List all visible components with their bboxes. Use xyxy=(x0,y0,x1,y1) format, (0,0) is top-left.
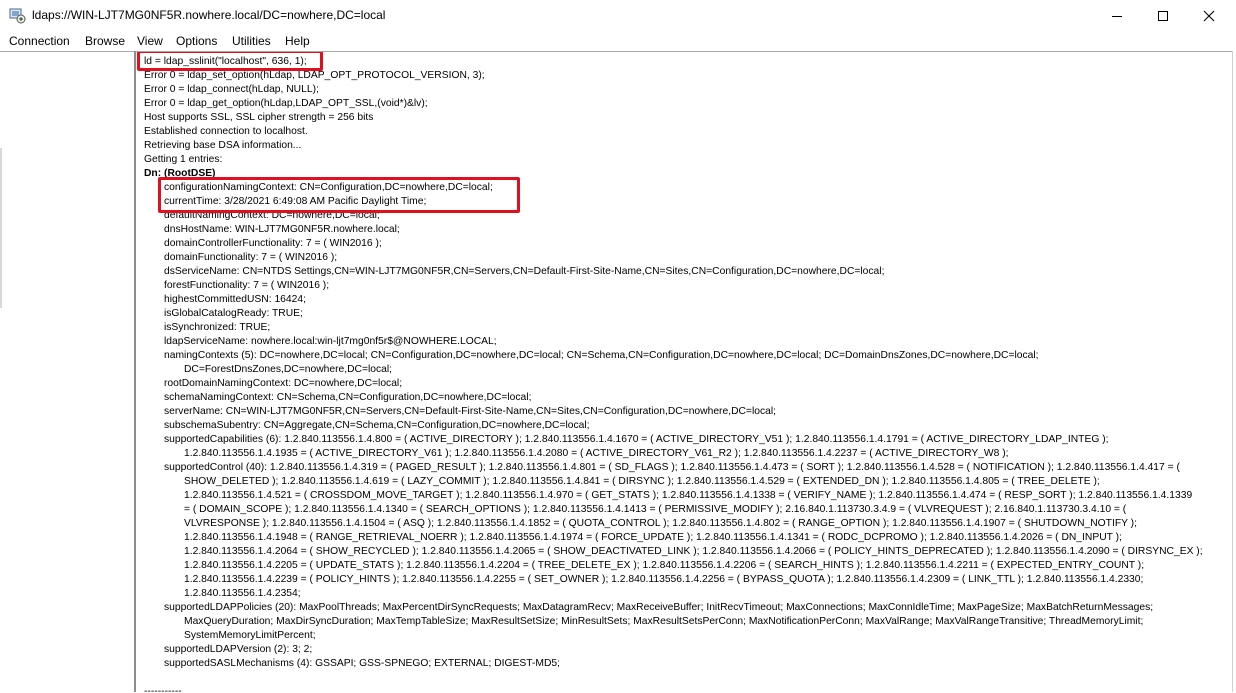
minimize-button[interactable] xyxy=(1094,0,1140,31)
output-line: Getting 1 entries: xyxy=(144,154,223,165)
output-line: Error 0 = ldap_connect(hLdap, NULL); xyxy=(144,84,319,95)
output-line: Error 0 = ldap_set_option(hLdap, LDAP_OPT_PROTOCOL_VERSION, 3); xyxy=(144,70,485,81)
title-bar xyxy=(0,0,1236,31)
output-line: Error 0 = ldap_get_option(hLdap,LDAP_OPT_SSL,(void*)&lv); xyxy=(144,98,428,109)
output-line: serverName: CN=WIN-LJT7MG0NF5R,CN=Servers,CN=Default-First-Site-Name,CN=Sites,CN=Configuration,DC=nowhere,DC=local; xyxy=(164,406,776,417)
close-icon xyxy=(1203,10,1215,22)
output-separator: ----------- xyxy=(144,686,182,693)
output-line: supportedCapabilities (6): 1.2.840.113556.1.4.800 = ( ACTIVE_DIRECTORY ); 1.2.840.113556.1.4.1670 = ( ACTIVE_DIRECTORY_V51 ); 1.2.840.113556.1.4.1791 = ( ACTIVE_DIRECTORY_LDAP_INTEG ); xyxy=(164,434,1109,445)
menu-view[interactable]: View xyxy=(137,34,163,48)
output-line: = ( DOMAIN_SCOPE ); 1.2.840.113556.1.4.1340 = ( SEARCH_OPTIONS ); 1.2.840.113556.1.4.1413 = ( PERMISSIVE_MODIFY ); 2.16.840.1.113730.3.4.9 = ( VLVREQUEST ); 2.16.840.1.113730.3.4.10 = ( xyxy=(184,504,1127,515)
maximize-icon xyxy=(1157,10,1169,22)
output-line: Retrieving base DSA information... xyxy=(144,140,302,151)
output-line: 1.2.840.113556.1.4.2064 = ( SHOW_RECYCLED ); 1.2.840.113556.1.4.2065 = ( SHOW_DEACTIVATED_LINK ); 1.2.840.113556.1.4.2066 = ( POLICY_HINTS_DEPRECATED ); 1.2.840.113556.1.4.2090 = ( DIRSYNC_EX ); xyxy=(184,546,1203,557)
output-line: supportedLDAPPolicies (20): MaxPoolThreads; MaxPercentDirSyncRequests; MaxDatagramRecv; MaxReceiveBuffer; InitRecvTimeout; MaxConnections; MaxConnIdleTime; MaxPageSize; MaxBatchReturnMessages; xyxy=(164,602,1154,613)
output-line: 1.2.840.113556.1.4.2354; xyxy=(184,588,301,599)
output-line: 1.2.840.113556.1.4.1935 = ( ACTIVE_DIRECTORY_V61 ); 1.2.840.113556.1.4.2080 = ( ACTIVE_DIRECTORY_V61_R2 ); 1.2.840.113556.1.4.2237 = ( ACTIVE_DIRECTORY_W8 ); xyxy=(184,448,1009,459)
output-line: isSynchronized: TRUE; xyxy=(164,322,271,333)
output-line: DC=ForestDnsZones,DC=nowhere,DC=local; xyxy=(184,364,393,375)
ldp-app-icon xyxy=(9,7,26,24)
output-line: forestFunctionality: 7 = ( WIN2016 ); xyxy=(164,280,330,291)
output-line: highestCommittedUSN: 16424; xyxy=(164,294,306,305)
output-line: namingContexts (5): DC=nowhere,DC=local; CN=Configuration,DC=nowhere,DC=local; CN=Schema,CN=Configuration,DC=nowhere,DC=local; DC=DomainDnsZones,DC=nowhere,DC=local; xyxy=(164,350,1039,361)
output-line: 1.2.840.113556.1.4.2205 = ( UPDATE_STATS ); 1.2.840.113556.1.4.2204 = ( TREE_DELETE_EX ); 1.2.840.113556.1.4.2206 = ( SEARCH_HINTS ); 1.2.840.113556.1.4.2211 = ( EXPECTED_ENTRY_COUNT ); xyxy=(184,560,1145,571)
output-line: domainControllerFunctionality: 7 = ( WIN2016 ); xyxy=(164,238,382,249)
highlight-box-sslinit xyxy=(137,51,323,71)
output-line: 1.2.840.113556.1.4.1948 = ( RANGE_RETRIEVAL_NOERR ); 1.2.840.113556.1.4.1974 = ( FORCE_UPDATE ); 1.2.840.113556.1.4.1341 = ( RODC_DCPROMO ); 1.2.840.113556.1.4.2026 = ( DN_INPUT ); xyxy=(184,532,1122,543)
menu-connection[interactable]: Connection xyxy=(9,34,70,48)
output-line: supportedLDAPVersion (2): 3; 2; xyxy=(164,644,313,655)
output-line: subschemaSubentry: CN=Aggregate,CN=Schema,CN=Configuration,DC=nowhere,DC=local; xyxy=(164,420,590,431)
output-line: rootDomainNamingContext: DC=nowhere,DC=local; xyxy=(164,378,403,389)
output-line: SystemMemoryLimitPercent; xyxy=(184,630,316,641)
menu-browse[interactable]: Browse xyxy=(85,34,126,48)
window-title: ldaps://WIN-LJT7MG0NF5R.nowhere.local/DC=nowhere,DC=local xyxy=(32,8,386,22)
output-line: supportedControl (40): 1.2.840.113556.1.4.319 = ( PAGED_RESULT ); 1.2.840.113556.1.4.801 = ( SD_FLAGS ); 1.2.840.113556.1.4.473 = ( SORT ); 1.2.840.113556.1.4.528 = ( NOTIFICATION ); 1.2.840.113556.1.4.417 = ( xyxy=(164,462,1180,473)
output-line: ld = ldap_sslinit("localhost", 636, 1); xyxy=(144,56,307,67)
output-line: isGlobalCatalogReady: TRUE; xyxy=(164,308,303,319)
output-line-dn: Dn: (RootDSE) xyxy=(144,168,216,179)
menu-bar xyxy=(0,31,1236,51)
minimize-icon xyxy=(1111,10,1123,22)
output-line: ldapServiceName: nowhere.local:win-ljt7mg0nf5r$@NOWHERE.LOCAL; xyxy=(164,336,497,347)
right-edge xyxy=(1232,51,1236,692)
output-line: SHOW_DELETED ); 1.2.840.113556.1.4.619 = ( LAZY_COMMIT ); 1.2.840.113556.1.4.841 = ( DIRSYNC ); 1.2.840.113556.1.4.529 = ( EXTENDED_DN ); 1.2.840.113556.1.4.805 = ( TREE_DELETE ); xyxy=(184,476,1100,487)
menu-utilities[interactable]: Utilities xyxy=(232,34,271,48)
output-line: domainFunctionality: 7 = ( WIN2016 ); xyxy=(164,252,338,263)
output-line: MaxQueryDuration; MaxDirSyncDuration; MaxTempTableSize; MaxResultSetSize; MinResultSets; MaxResultSetsPerConn; MaxNotificationPerConn; MaxValRange; MaxValRangeTransitive; ThreadMemoryLimit; xyxy=(184,616,1144,627)
left-edge xyxy=(0,148,2,308)
output-line: 1.2.840.113556.1.4.2239 = ( POLICY_HINTS ); 1.2.840.113556.1.4.2255 = ( SET_OWNER ); 1.2.840.113556.1.4.2256 = ( BYPASS_QUOTA ); 1.2.840.113556.1.4.2309 = ( LINK_TTL ); 1.2.840.113556.1.4.2330; xyxy=(184,574,1144,585)
output-line: VLVRESPONSE ); 1.2.840.113556.1.4.1504 = ( ASQ ); 1.2.840.113556.1.4.1852 = ( QUOTA_CONTROL ); 1.2.840.113556.1.4.802 = ( RANGE_OPTION ); 1.2.840.113556.1.4.1907 = ( SHUTDOWN_NOTIFY ); xyxy=(184,518,1137,529)
output-line: configurationNamingContext: CN=Configuration,DC=nowhere,DC=local; xyxy=(164,182,493,193)
output-line: Established connection to localhost. xyxy=(144,126,308,137)
output-line: dsServiceName: CN=NTDS Settings,CN=WIN-LJT7MG0NF5R,CN=Servers,CN=Default-First-Site-Name,CN=Sites,CN=Configuration,DC=nowhere,DC=local; xyxy=(164,266,885,277)
output-line: dnsHostName: WIN-LJT7MG0NF5R.nowhere.local; xyxy=(164,224,400,235)
menu-options[interactable]: Options xyxy=(176,34,218,48)
output-line: currentTime: 3/28/2021 6:49:08 AM Pacific Daylight Time; xyxy=(164,196,427,207)
maximize-button[interactable] xyxy=(1140,0,1186,31)
output-pane[interactable] xyxy=(136,51,1232,693)
close-button[interactable] xyxy=(1186,0,1232,31)
highlight-box-currenttime xyxy=(158,177,520,213)
output-line: Host supports SSL, SSL cipher strength = 256 bits xyxy=(144,112,374,123)
output-line: supportedSASLMechanisms (4): GSSAPI; GSS-SPNEGO; EXTERNAL; DIGEST-MD5; xyxy=(164,658,560,669)
output-line: defaultNamingContext: DC=nowhere,DC=local; xyxy=(164,210,380,221)
tree-pane[interactable] xyxy=(0,51,134,693)
output-line: schemaNamingContext: CN=Schema,CN=Configuration,DC=nowhere,DC=local; xyxy=(164,392,532,403)
output-line: 1.2.840.113556.1.4.521 = ( CROSSDOM_MOVE_TARGET ); 1.2.840.113556.1.4.970 = ( GET_STATS ); 1.2.840.113556.1.4.1338 = ( VERIFY_NAME ); 1.2.840.113556.1.4.474 = ( RESP_SORT ); 1.2.840.113556.1.4.1339 xyxy=(184,490,1193,501)
menu-help[interactable]: Help xyxy=(285,34,310,48)
